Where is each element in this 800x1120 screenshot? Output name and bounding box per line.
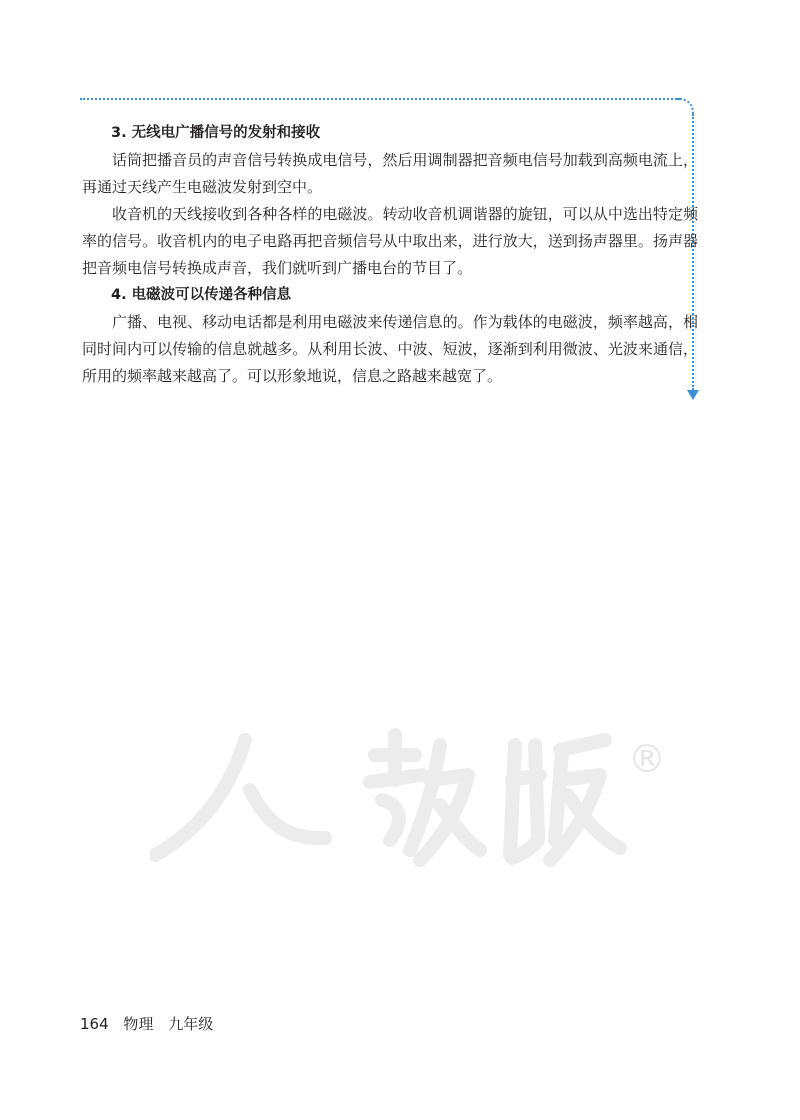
registered-mark: ®	[628, 737, 666, 781]
footer-grade: 九年级	[168, 1015, 214, 1033]
paragraph: 收音机的天线接收到各种各样的电磁波。转动收音机调谐器的旋钮，可以从中选出特定频率的信号。收音机内的电子电路再把音频信号从中取出来，进行放大，送到扬声器里。扬声器把音频电信号转换成声音，我们就听到广播电台的节目了。	[82, 205, 698, 277]
footer-subject: 物理	[123, 1015, 154, 1033]
section-heading-4: 4. 电磁波可以传递各种信息	[111, 287, 292, 303]
page-number: 164	[80, 1015, 109, 1033]
publisher-watermark	[150, 720, 670, 880]
paragraph: 话筒把播音员的声音信号转换成电信号，然后用调制器把音频电信号加载到高频电流上，再通过天线产生电磁波发射到空中。	[82, 151, 698, 196]
dotted-frame-top	[80, 98, 680, 100]
paragraph: 广播、电视、移动电话都是利用电磁波来传递信息的。作为载体的电磁波，频率越高，相同时间内可以传输的信息就越多。从利用长波、中波、短波，逐渐到利用微波、光波来通信，所用的频率越来越高了。可以形象地说，信息之路越来越宽了。	[82, 313, 698, 385]
page-content	[82, 120, 698, 390]
section-heading-3: 3. 无线电广播信号的发射和接收	[111, 125, 321, 141]
page-footer	[80, 1013, 223, 1034]
arrow-down-icon	[687, 390, 699, 400]
